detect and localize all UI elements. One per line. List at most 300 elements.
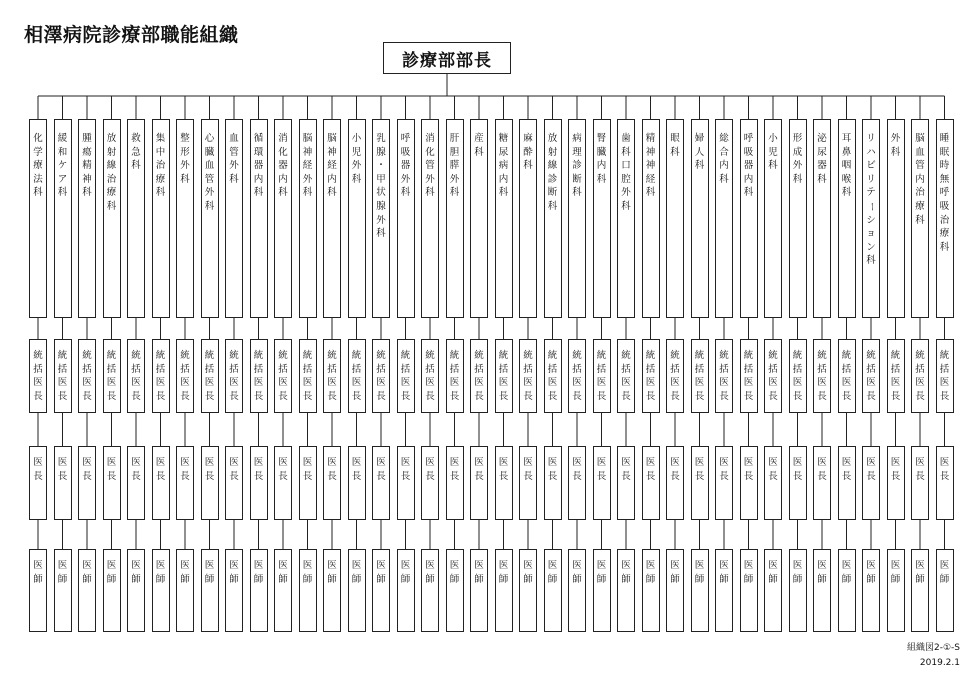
box-char: 線 — [106, 160, 117, 172]
head-physician-box — [470, 446, 488, 520]
box-char: 医 — [915, 377, 925, 389]
box-char: 医 — [106, 560, 117, 571]
department-box — [323, 119, 341, 318]
box-char: 器 — [743, 160, 754, 172]
box-char: 統 — [645, 350, 656, 361]
box-char: 治 — [106, 173, 117, 185]
box-char: 外 — [890, 133, 901, 144]
box-char: 管 — [229, 146, 239, 158]
box-char: 括 — [939, 363, 950, 375]
box-char: 断 — [547, 187, 558, 199]
chief-physician-box — [78, 339, 96, 413]
box-char: 長 — [449, 390, 460, 402]
box-char: 環 — [253, 146, 264, 158]
box-char: 科 — [841, 187, 852, 199]
box-char: 医 — [498, 377, 509, 389]
department-box — [225, 119, 243, 318]
box-char: 師 — [915, 573, 925, 585]
box-char: 科 — [645, 187, 656, 199]
box-char: 医 — [670, 377, 680, 389]
box-char: 長 — [155, 390, 166, 402]
box-char: 長 — [645, 470, 656, 482]
box-char: 括 — [229, 363, 239, 375]
head-physician-box — [666, 446, 684, 520]
box-char: ケ — [57, 160, 68, 172]
box-char: 長 — [743, 470, 754, 482]
box-char: 医 — [572, 377, 582, 389]
head-physician-box — [372, 446, 390, 520]
box-char: 科 — [915, 214, 925, 226]
box-char: 医 — [57, 457, 68, 468]
physician-box — [29, 549, 47, 632]
head-physician-box — [862, 446, 880, 520]
box-char: 長 — [792, 390, 803, 402]
box-char: 理 — [572, 146, 582, 158]
box-char: 集 — [155, 133, 166, 144]
box-char: 科 — [278, 187, 288, 199]
box-char: 科 — [33, 187, 43, 199]
box-char: 呼 — [743, 133, 754, 144]
box-char: 医 — [449, 457, 460, 468]
box-char: 医 — [155, 457, 166, 468]
box-char: 科 — [449, 187, 460, 199]
box-char: 神 — [302, 146, 313, 158]
box-char: 括 — [621, 363, 631, 375]
box-char: 長 — [523, 390, 533, 402]
physician-box — [813, 549, 831, 632]
head-physician-box — [127, 446, 145, 520]
page-title: 相澤病院診療部職能組織 — [24, 24, 239, 46]
box-char: 師 — [229, 573, 239, 585]
box-char: 医 — [743, 457, 754, 468]
box-char: 科 — [572, 187, 582, 199]
department-box — [887, 119, 905, 318]
box-char: 医 — [278, 457, 288, 468]
box-char: 膵 — [449, 160, 460, 172]
box-char: 師 — [792, 573, 803, 585]
box-char: 科 — [890, 146, 901, 158]
box-char: 医 — [670, 560, 680, 571]
department-box — [764, 119, 782, 318]
box-char: 腫 — [82, 133, 92, 144]
head-physician-box — [568, 446, 586, 520]
box-char: 医 — [155, 377, 166, 389]
box-char: 医 — [939, 377, 950, 389]
box-char: 科 — [204, 200, 215, 212]
box-char: 師 — [523, 573, 533, 585]
box-char: 長 — [33, 470, 43, 482]
box-char: 医 — [474, 560, 484, 571]
box-char: 医 — [939, 457, 950, 468]
box-char: 統 — [302, 350, 313, 361]
box-char: 放 — [547, 133, 558, 144]
box-char: 医 — [817, 560, 827, 571]
head-physician-box — [397, 446, 415, 520]
box-char: 科 — [180, 173, 190, 185]
box-char: 医 — [645, 457, 656, 468]
box-char: 脳 — [302, 133, 313, 144]
box-char: 長 — [890, 470, 901, 482]
chief-physician-box — [225, 339, 243, 413]
box-char: 医 — [376, 457, 386, 468]
box-char: 内 — [596, 160, 607, 172]
department-box — [838, 119, 856, 318]
box-char: 吸 — [743, 146, 754, 158]
head-physician-box — [29, 446, 47, 520]
box-char: 療 — [106, 187, 117, 199]
box-char: 医 — [33, 457, 43, 468]
box-char: 長 — [302, 470, 313, 482]
box-char: 括 — [351, 363, 362, 375]
box-char: 医 — [939, 560, 950, 571]
box-char: 器 — [253, 160, 264, 172]
box-char: 長 — [449, 470, 460, 482]
physician-box — [323, 549, 341, 632]
box-char: 医 — [498, 560, 509, 571]
box-char: 長 — [768, 390, 778, 402]
box-char: 科 — [400, 187, 411, 199]
box-char: 括 — [915, 363, 925, 375]
box-char: 医 — [131, 560, 141, 571]
physician-box — [544, 549, 562, 632]
box-char: 長 — [572, 390, 582, 402]
box-char: 器 — [400, 160, 411, 172]
box-char: 病 — [572, 133, 582, 144]
box-char: 長 — [82, 390, 92, 402]
box-char: 腺 — [376, 146, 386, 158]
box-char: 統 — [449, 350, 460, 361]
box-char: 科 — [253, 187, 264, 199]
box-char: 括 — [204, 363, 215, 375]
box-char: 長 — [498, 470, 509, 482]
box-char: 統 — [915, 350, 925, 361]
box-char: 医 — [106, 457, 117, 468]
chief-physician-box — [568, 339, 586, 413]
box-char: 医 — [376, 377, 386, 389]
box-char: 医 — [351, 560, 362, 571]
box-char: 長 — [204, 470, 215, 482]
box-char: 医 — [131, 377, 141, 389]
box-char: 医 — [719, 377, 729, 389]
department-box — [789, 119, 807, 318]
box-char: 医 — [670, 457, 680, 468]
physician-box — [789, 549, 807, 632]
department-box — [152, 119, 170, 318]
box-char: 脳 — [327, 133, 337, 144]
box-char: 長 — [817, 470, 827, 482]
box-char: 中 — [155, 146, 166, 158]
physician-box — [250, 549, 268, 632]
box-char: 統 — [131, 350, 141, 361]
box-char: 医 — [351, 377, 362, 389]
box-char: 師 — [278, 573, 288, 585]
box-char: 括 — [57, 363, 68, 375]
box-char: 口 — [621, 160, 631, 172]
box-char: 統 — [425, 350, 435, 361]
box-char: 統 — [670, 350, 680, 361]
box-char: 師 — [253, 573, 264, 585]
box-char: 医 — [645, 560, 656, 571]
physician-box — [274, 549, 292, 632]
box-char: 科 — [547, 200, 558, 212]
box-char: 括 — [278, 363, 288, 375]
box-char: 科 — [57, 187, 68, 199]
head-physician-box — [78, 446, 96, 520]
box-char: 医 — [327, 457, 337, 468]
box-char: 長 — [670, 470, 680, 482]
box-char: 統 — [890, 350, 901, 361]
head-physician-box — [54, 446, 72, 520]
box-char: 治 — [155, 160, 166, 172]
department-box — [813, 119, 831, 318]
box-char: 医 — [449, 377, 460, 389]
box-char: 精 — [645, 133, 656, 144]
box-char: 長 — [817, 390, 827, 402]
box-char: ョ — [866, 228, 876, 240]
chief-physician-box — [887, 339, 905, 413]
box-char: リ — [866, 133, 876, 144]
box-char: 射 — [106, 146, 117, 158]
chief-physician-box — [397, 339, 415, 413]
department-box — [348, 119, 366, 318]
box-char: 医 — [229, 560, 239, 571]
box-char: 長 — [180, 470, 190, 482]
chief-physician-box — [299, 339, 317, 413]
box-char: 血 — [229, 133, 239, 144]
box-char: 長 — [719, 390, 729, 402]
box-char: 線 — [547, 160, 558, 172]
chief-physician-box — [936, 339, 954, 413]
box-char: 外 — [204, 187, 215, 199]
box-char: 統 — [400, 350, 411, 361]
box-char: 児 — [351, 146, 362, 158]
box-char: 長 — [204, 390, 215, 402]
box-char: 鼻 — [841, 146, 852, 158]
box-char: 救 — [131, 133, 141, 144]
box-char: 長 — [670, 390, 680, 402]
box-char: 括 — [376, 363, 386, 375]
box-char: 師 — [768, 573, 778, 585]
box-char: 射 — [547, 146, 558, 158]
box-char: 化 — [33, 133, 43, 144]
box-char: 器 — [278, 160, 288, 172]
box-char: 和 — [57, 146, 68, 158]
box-char: 睡 — [939, 133, 950, 144]
box-char: 内 — [915, 173, 925, 185]
chief-physician-box — [691, 339, 709, 413]
box-char: 医 — [425, 377, 435, 389]
box-char: 内 — [743, 173, 754, 185]
department-box — [54, 119, 72, 318]
box-char: 消 — [278, 133, 288, 144]
physician-box — [617, 549, 635, 632]
box-char: 医 — [278, 377, 288, 389]
box-char: 統 — [204, 350, 215, 361]
box-char: 医 — [253, 457, 264, 468]
box-char: 循 — [253, 133, 264, 144]
head-physician-box — [764, 446, 782, 520]
physician-box — [176, 549, 194, 632]
box-char: 呼 — [939, 187, 950, 199]
box-char: 長 — [106, 470, 117, 482]
box-char: 医 — [768, 377, 778, 389]
head-physician-box — [544, 446, 562, 520]
box-char: 師 — [841, 573, 852, 585]
box-char: 長 — [425, 390, 435, 402]
chief-physician-box — [519, 339, 537, 413]
box-char: 長 — [351, 390, 362, 402]
box-char: 括 — [523, 363, 533, 375]
physician-box — [421, 549, 439, 632]
head-physician-box — [421, 446, 439, 520]
box-char: 統 — [155, 350, 166, 361]
box-char: 医 — [719, 457, 729, 468]
box-char: 療 — [939, 228, 950, 240]
chief-physician-box — [544, 339, 562, 413]
department-box — [274, 119, 292, 318]
box-char: 医 — [376, 560, 386, 571]
box-char: 時 — [939, 160, 950, 172]
box-char: 括 — [547, 363, 558, 375]
box-char: 長 — [474, 470, 484, 482]
chief-physician-box — [838, 339, 856, 413]
department-box — [715, 119, 733, 318]
physician-box — [299, 549, 317, 632]
box-char: 長 — [229, 470, 239, 482]
box-char: 長 — [841, 470, 852, 482]
head-physician-box — [887, 446, 905, 520]
box-char: 師 — [694, 573, 705, 585]
box-char: 括 — [474, 363, 484, 375]
box-char: 医 — [180, 560, 190, 571]
box-char: 医 — [547, 560, 558, 571]
box-char: 長 — [82, 470, 92, 482]
box-char: 医 — [327, 560, 337, 571]
box-char: 括 — [400, 363, 411, 375]
box-char: 長 — [621, 470, 631, 482]
box-char: 眼 — [670, 133, 680, 144]
box-char: 医 — [425, 560, 435, 571]
physician-box — [887, 549, 905, 632]
box-char: 長 — [621, 390, 631, 402]
box-char: 師 — [57, 573, 68, 585]
box-char: 師 — [106, 573, 117, 585]
physician-box — [838, 549, 856, 632]
box-char: 統 — [743, 350, 754, 361]
box-char: 医 — [180, 377, 190, 389]
box-char: 医 — [57, 377, 68, 389]
box-char: 括 — [645, 363, 656, 375]
physician-box — [78, 549, 96, 632]
box-char: 師 — [449, 573, 460, 585]
head-physician-box — [642, 446, 660, 520]
box-char: 診 — [547, 173, 558, 185]
box-char: 医 — [498, 457, 509, 468]
box-char: 形 — [792, 133, 803, 144]
box-char: 医 — [817, 377, 827, 389]
chief-physician-box — [617, 339, 635, 413]
head-physician-box — [838, 446, 856, 520]
box-char: 長 — [768, 470, 778, 482]
box-char: 括 — [841, 363, 852, 375]
chief-physician-box — [127, 339, 145, 413]
box-char: ー — [865, 202, 877, 212]
box-char: 総 — [719, 133, 729, 144]
chief-physician-box — [446, 339, 464, 413]
box-char: 診 — [572, 160, 582, 172]
box-char: 長 — [866, 470, 876, 482]
physician-box — [152, 549, 170, 632]
box-char: 医 — [33, 560, 43, 571]
box-char: 医 — [302, 560, 313, 571]
box-char: 長 — [498, 390, 509, 402]
box-char: 医 — [82, 457, 92, 468]
department-box — [593, 119, 611, 318]
box-char: 長 — [547, 390, 558, 402]
box-char: 長 — [841, 390, 852, 402]
box-char: 医 — [792, 560, 803, 571]
box-char: リ — [866, 173, 876, 185]
box-char: 科 — [866, 255, 876, 267]
box-char: 外 — [621, 187, 631, 199]
box-char: 科 — [719, 173, 729, 185]
box-char: 血 — [915, 146, 925, 158]
box-char: 長 — [939, 390, 950, 402]
box-char: 師 — [939, 573, 950, 585]
box-char: 医 — [82, 377, 92, 389]
physician-box — [519, 549, 537, 632]
box-char: 医 — [474, 457, 484, 468]
box-char: 科 — [302, 187, 313, 199]
box-char: 括 — [449, 363, 460, 375]
head-physician-box — [225, 446, 243, 520]
box-char: 医 — [915, 560, 925, 571]
department-box — [642, 119, 660, 318]
box-char: 医 — [204, 377, 215, 389]
box-char: 長 — [890, 390, 901, 402]
box-char: 科 — [792, 173, 803, 185]
box-char: 長 — [915, 470, 925, 482]
box-char: 管 — [915, 160, 925, 172]
chief-physician-box — [103, 339, 121, 413]
department-box — [666, 119, 684, 318]
department-box — [544, 119, 562, 318]
box-char: 断 — [572, 173, 582, 185]
box-char: 医 — [204, 560, 215, 571]
box-char: 医 — [841, 457, 852, 468]
box-char: 外 — [792, 160, 803, 172]
box-char: 長 — [474, 390, 484, 402]
box-char: 統 — [866, 350, 876, 361]
box-char: 長 — [278, 470, 288, 482]
chief-physician-box — [323, 339, 341, 413]
head-physician-box — [323, 446, 341, 520]
box-char: 療 — [33, 160, 43, 172]
box-char: 科 — [596, 173, 607, 185]
box-char: 長 — [719, 470, 729, 482]
box-char: 喉 — [841, 173, 852, 185]
box-char: 括 — [743, 363, 754, 375]
box-char: 医 — [400, 377, 411, 389]
box-char: 括 — [131, 363, 141, 375]
box-char: 成 — [792, 146, 803, 158]
box-char: ビ — [866, 160, 876, 172]
box-char: 神 — [645, 160, 656, 172]
box-char: 長 — [376, 390, 386, 402]
box-char: 心 — [204, 133, 215, 144]
box-char: 師 — [866, 573, 876, 585]
department-box — [470, 119, 488, 318]
